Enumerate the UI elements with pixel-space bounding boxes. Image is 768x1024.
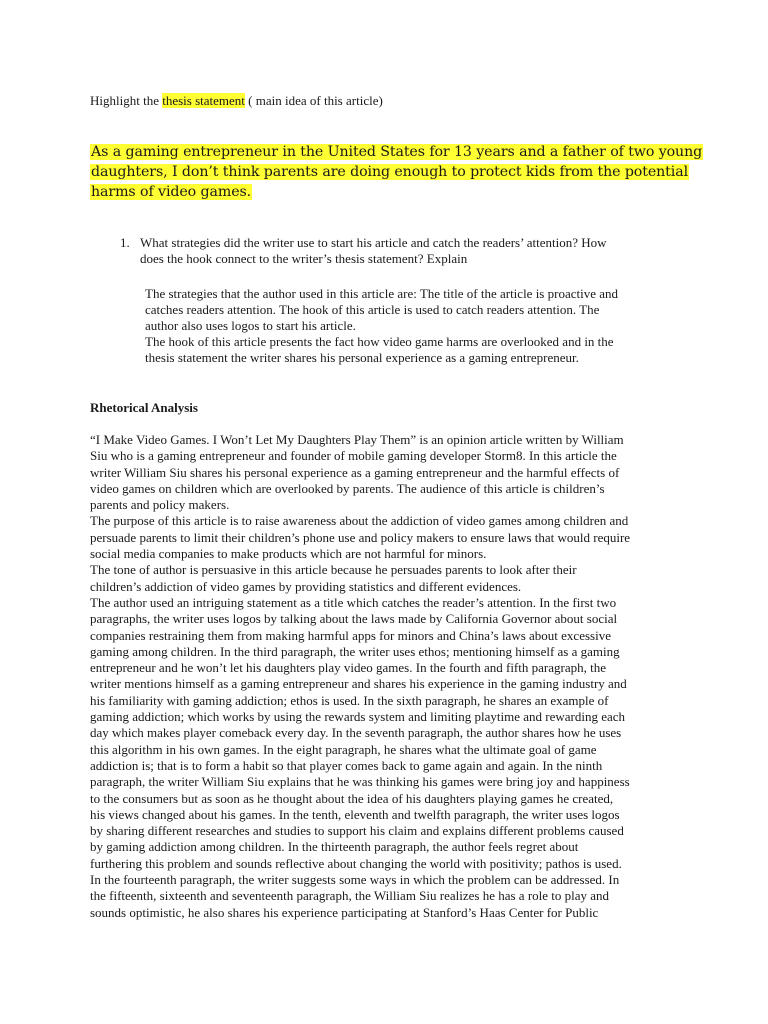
analysis-line: the fifteenth, sixteenth and seventeenth paragraph, the William Siu realizes he has a role to play and bbox=[90, 888, 610, 904]
analysis-line: his familiarity with gaming addiction; ethos is used. In the sixth paragraph, he shares an example of bbox=[90, 692, 609, 708]
analysis-line: The purpose of this article is to raise awareness about the addiction of video games among children and bbox=[90, 513, 629, 529]
analysis-line: paragraph, the writer William Siu explains that he was thinking his games were bring joy and happiness bbox=[90, 774, 630, 790]
answer-line: The strategies that the author used in this article are: The title of the article is proactive and bbox=[145, 286, 619, 301]
instruction-suffix: ( main idea of this article) bbox=[244, 93, 383, 108]
analysis-line: companies restraining them from making harmful apps for minors and China’s laws about excessive bbox=[90, 627, 611, 643]
analysis-line: video games on children which are overlooked by parents. The audience of this article is children’s bbox=[90, 480, 605, 496]
analysis-line: The author used an intriguing statement as a title which catches the reader’s attention. In the first two bbox=[90, 594, 617, 610]
analysis-line: parents and policy makers. bbox=[90, 497, 230, 513]
answer-line: author also uses logos to start his article. bbox=[145, 318, 356, 333]
instruction-prefix: Highlight the bbox=[90, 93, 163, 108]
analysis-line: “I Make Video Games. I Won’t Let My Daughters Play Them” is an opinion article written by William bbox=[90, 432, 624, 447]
analysis-line: gaming addiction; which works by using the rewards system and limiting playtime and rewarding each bbox=[90, 709, 626, 725]
question-line: does the hook connect to the writer’s thesis statement? Explain bbox=[140, 251, 468, 266]
answer-line: catches readers attention. The hook of this article is used to catch readers attention. The bbox=[145, 302, 600, 317]
analysis-line: sounds optimistic, he also shares his experience participating at Stanford’s Haas Center for Public bbox=[90, 904, 599, 920]
analysis-line: by gaming addiction among children. In the thirteenth paragraph, the author feels regret about bbox=[90, 839, 579, 855]
analysis-line: his views changed about his games. In the tenth, eleventh and twelfth paragraph, the writer uses logos bbox=[90, 806, 620, 822]
analysis-line: social media companies to make products which are not harmful for minors. bbox=[90, 546, 487, 562]
analysis-line: persuade parents to limit their children’s phone use and policy makers to ensure laws that would require bbox=[90, 529, 631, 545]
analysis-line: furthering this problem and sounds reflective about changing the world with positivity; pathos is used. bbox=[90, 855, 622, 871]
analysis-line: entrepreneur and he won’t let his daughters play video games. In the fourth and fifth paragraph, the bbox=[90, 660, 606, 676]
answer-block bbox=[145, 286, 618, 366]
answer-line: The hook of this article presents the fact how video game harms are overlooked and in the bbox=[145, 334, 614, 349]
thesis-statement bbox=[90, 142, 703, 202]
analysis-line: Siu who is a gaming entrepreneur and founder of mobile gaming developer Storm8. In this article the bbox=[90, 448, 617, 464]
thesis-line: daughters, I don’t think parents are doing enough to protect kids from the potential bbox=[91, 164, 689, 180]
analysis-line: In the fourteenth paragraph, the writer suggests some ways in which the problem can be addressed. In bbox=[90, 872, 620, 888]
analysis-line: addiction is; that is to form a habit so that player comes back to game again and again. In the ninth bbox=[90, 757, 603, 773]
question-line: What strategies did the writer use to start his article and catch the readers’ attention? How bbox=[140, 235, 607, 250]
analysis-line: gaming among children. In the third paragraph, the writer uses ethos; mentioning himself as a gaming bbox=[90, 643, 620, 659]
analysis-line: this algorithm in his own games. In the eight paragraph, he shares what the ultimate goal of game bbox=[90, 741, 597, 757]
question-number: 1. bbox=[120, 235, 130, 250]
analysis-line: writer mentions himself as a gaming entrepreneur and shares his experience in the gaming industry and bbox=[90, 676, 627, 692]
thesis-line: harms of video games. bbox=[91, 184, 252, 200]
section-heading: Rhetorical Analysis bbox=[90, 400, 198, 415]
answer-line: thesis statement the writer shares his personal experience as a gaming entrepreneur. bbox=[145, 350, 579, 365]
instruction-highlight: thesis statement bbox=[162, 93, 245, 108]
analysis-body bbox=[90, 432, 630, 921]
thesis-line: As a gaming entrepreneur in the United States for 13 years and a father of two young bbox=[91, 144, 703, 160]
analysis-line: children’s addiction of video games by providing statistics and different evidences. bbox=[90, 578, 522, 594]
analysis-line: day which makes player comeback every day. In the seventh paragraph, the author shares how he uses bbox=[90, 725, 622, 741]
analysis-line: writer William Siu shares his personal experience as a gaming entrepreneur and the harmful effects of bbox=[90, 464, 620, 480]
analysis-line: paragraphs, the writer uses logos by talking about the laws made by California Governor about social bbox=[90, 611, 618, 627]
analysis-line: The tone of author is persuasive in this article because he persuades parents to look after their bbox=[90, 562, 577, 578]
analysis-line: by sharing different researches and studies to support his claim and explains different problems caused bbox=[90, 823, 624, 839]
question-text bbox=[140, 235, 640, 267]
analysis-line: to the consumers but as soon as he thought about the idea of his daughters playing games he created, bbox=[90, 790, 614, 806]
instruction-line bbox=[90, 93, 383, 109]
